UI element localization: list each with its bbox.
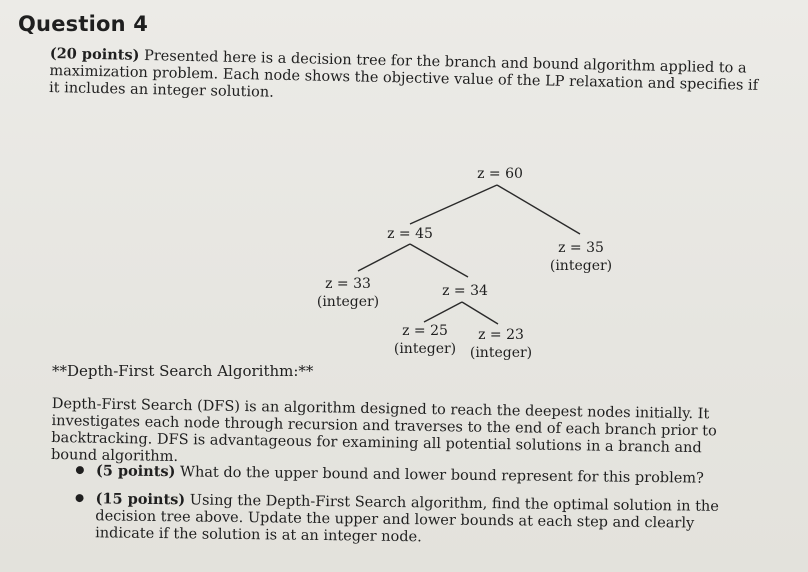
node-integer-tag: (integer) [316,294,380,310]
edge-lr-right [462,302,498,324]
tree-node-lr-left [390,322,460,358]
task-text: Using the Depth-First Search algorithm, find the optimal solution in the decision tree above. Update the upper and lower bounds at each step and clearly indicate if the solution is at an integer node. [95,492,719,546]
tree-node-right [546,239,616,275]
edge-lr-left [424,302,462,322]
intro-text: Presented here is a decision tree for the branch and bound algorithm applied to a maximization problem. Each node shows the objective value of the LP relaxation and specifies if it includes an integer solution. [48,47,759,101]
question-heading: Question 4 [18,12,149,36]
node-integer-tag: (integer) [469,345,533,361]
task-item [73,490,754,550]
edge-left-leftleft [358,244,410,271]
bullet-icon [76,494,84,502]
node-integer-tag: (integer) [549,258,613,274]
node-value: z = 35 [558,240,604,256]
bullet-icon [76,466,84,474]
node-value: z = 34 [442,283,488,299]
points-label: (20 points) [49,45,140,64]
edge-left-leftright [410,244,468,277]
node-value: z = 60 [477,166,523,182]
task-points: (5 points) [95,462,176,481]
node-integer-tag: (integer) [393,341,457,357]
task-text: What do the upper bound and lower bound represent for this problem? [179,464,704,487]
dfs-paragraph: Depth-First Search (DFS) is an algorithm designed to reach the deepest nodes initially. It investigates each node through recursion and traverses to the end of each branch prior to backtracking. DFS is advantageous for examining all potential solutions in a branch and bound algorithm. [50,396,717,465]
tree-node-left [380,225,440,243]
tree-node-left-left [313,275,383,311]
node-value: z = 25 [402,323,448,339]
task-points: (15 points) [95,490,186,509]
node-value: z = 45 [387,226,433,242]
tree-node-root [470,165,530,183]
task-list [73,462,754,560]
edge-root-right [497,185,580,234]
edge-root-left [410,185,497,224]
dfs-title: **Depth-First Search Algorithm:** [52,362,314,380]
node-value: z = 33 [325,276,371,292]
node-value: z = 23 [478,327,524,343]
tree-node-left-right [435,282,495,300]
tree-node-lr-right [466,326,536,362]
